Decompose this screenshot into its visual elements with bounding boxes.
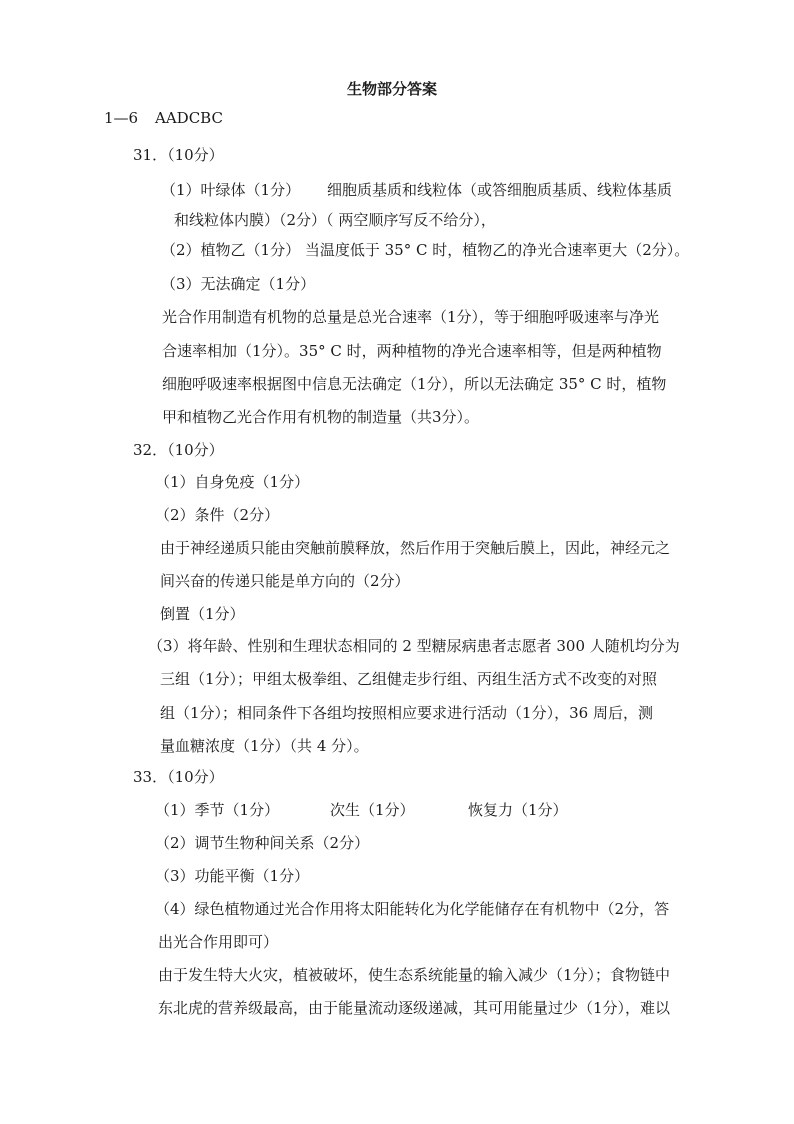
q32-part3-line: 量血糖浓度（1分）（共 4 分）。: [160, 737, 369, 755]
q33-part4-line: （4）绿色植物通过光合作用将太阳能转化为化学能储存在有机物中（2分，答: [155, 900, 670, 918]
q33-part1-answer-a: （1）季节（1分）: [155, 801, 280, 819]
q32-part3-line: 组（1分）；相同条件下各组均按照相应要求进行活动（1分），36 周后，测: [160, 704, 653, 722]
q33-part4-line: 出光合作用即可）: [158, 933, 279, 951]
q32-header: 32．（10分）: [133, 441, 224, 459]
q33-explanation-line: 由于发生特大火灾，植被破坏，使生态系统能量的输入减少（1分）；食物链中: [158, 966, 671, 984]
q31-explanation-line: 甲和植物乙光合作用有机物的制造量（共3分）。: [162, 408, 480, 426]
q33-part2-answer: （2）调节生物种间关系（2分）: [155, 834, 370, 852]
q32-explanation-line: 由于神经递质只能由突触前膜释放，然后作用于突触后膜上，因此，神经元之: [160, 539, 671, 557]
q33-part1-answer-b: 次生（1分）: [330, 801, 415, 819]
q31-part1-answer-c: 和线粒体内膜）（2分）（ 两空顺序写反不给分），: [174, 211, 496, 229]
page-title: 生物部分答案: [347, 80, 438, 98]
q32-part3-line: （3）将年龄、性别和生理状态相同的 2 型糖尿病患者志愿者 300 人随机均分为: [148, 637, 680, 655]
q33-part3-answer: （3）功能平衡（1分）: [155, 867, 310, 885]
q31-explanation-line: 细胞呼吸速率根据图中信息无法确定（1分），所以无法确定 35° C 时，植物: [162, 375, 667, 393]
q32-part1-answer: （1）自身免疫（1分）: [155, 473, 310, 491]
q32-explanation-line: 间兴奋的传递只能是单方向的（2分）: [160, 572, 410, 590]
mc-answers: AADCBC: [155, 109, 223, 127]
q31-part3-answer: （3）无法确定（1分）: [161, 275, 316, 293]
q33-header: 33．（10分）: [133, 768, 224, 786]
q32-part3-line: 三组（1分）；甲组太极拳组、乙组健走步行组、丙组生活方式不改变的对照: [160, 670, 658, 688]
q31-explanation-line: 光合作用制造有机物的总量是总光合速率（1分），等于细胞呼吸速率与净光: [162, 308, 660, 326]
q31-header: 31．（10分）: [133, 146, 224, 164]
mc-range: 1—6: [104, 109, 139, 127]
q33-part1-answer-c: 恢复力（1分）: [468, 801, 568, 819]
q31-explanation-line: 合速率相加（1分）。35° C 时，两种植物的净光合速率相等，但是两种植物: [162, 342, 662, 360]
q32-part2-answer: （2）条件（2分）: [155, 506, 280, 524]
q32-part2-extra: 倒置（1分）: [160, 605, 245, 623]
q31-part1-answer-a: （1）叶绿体（1分）: [161, 181, 301, 199]
q31-part2-answer: （2）植物乙（1分） 当温度低于 35° C 时，植物乙的净光合速率更大（2分）。: [161, 241, 690, 259]
q31-part1-answer-b: 细胞质基质和线粒体（或答细胞质基质、线粒体基质: [327, 181, 673, 199]
q33-explanation-line: 东北虎的营养级最高，由于能量流动逐级递减，其可用能量过少（1分），难以: [158, 999, 671, 1017]
